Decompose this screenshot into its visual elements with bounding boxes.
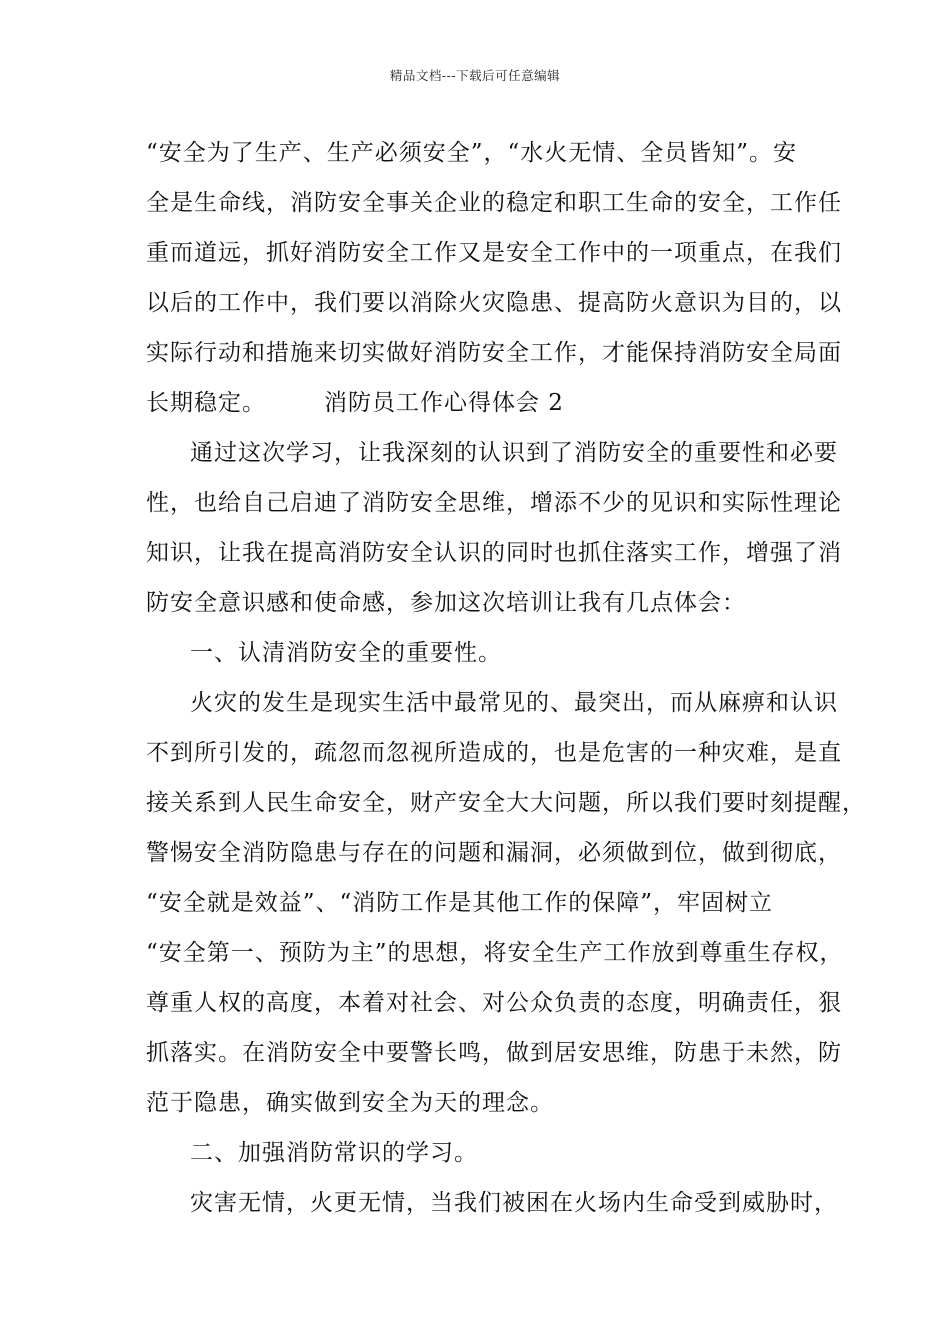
text-line: 接关系到人民生命安全，财产安全大大问题，所以我们要时刻提醒， <box>146 790 866 816</box>
section-heading: 消防员工作心得体会 2 <box>324 390 564 416</box>
text-line: 重而道远，抓好消防安全工作又是安全工作中的一项重点，在我们 <box>146 240 842 266</box>
text-line-with-heading <box>146 388 564 418</box>
text-line: 一、认清消防安全的重要性。 <box>190 640 502 666</box>
text-line: 以后的工作中，我们要以消除火灾隐患、提高防火意识为目的，以 <box>146 290 842 316</box>
text-line: 通过这次学习，让我深刻的认识到了消防安全的重要性和必要 <box>190 440 838 466</box>
text-line: 知识，让我在提高消防安全认识的同时也抓住落实工作，增强了消 <box>146 540 842 566</box>
text-line: 防安全意识感和使命感，参加这次培训让我有几点体会： <box>146 590 746 616</box>
text-line: 尊重人权的高度，本着对社会、对公众负责的态度，明确责任，狠 <box>146 990 842 1016</box>
text-line: “安全就是效益”、“消防工作是其他工作的保障”，牢固树立 <box>146 890 774 916</box>
text-line: 长期稳定。 <box>146 390 266 416</box>
text-line: “安全第一、预防为主”的思想，将安全生产工作放到尊重生存权， <box>146 940 844 966</box>
text-line: 二、加强消防常识的学习。 <box>190 1140 478 1166</box>
text-line: 全是生命线，消防安全事关企业的稳定和职工生命的安全，工作任 <box>146 190 842 216</box>
text-line: 性，也给自己启迪了消防安全思维，增添不少的见识和实际性理论 <box>146 490 842 516</box>
text-line: 抓落实。在消防安全中要警长鸣，做到居安思维，防患于未然，防 <box>146 1040 842 1066</box>
text-line: 灾害无情，火更无情，当我们被困在火场内生命受到威胁时， <box>190 1190 838 1216</box>
text-line: “安全为了生产、生产必须安全”，“水火无情、全员皆知”。安 <box>146 140 798 166</box>
text-line: 范于隐患，确实做到安全为天的理念。 <box>146 1090 554 1116</box>
text-line: 实际行动和措施来切实做好消防安全工作，才能保持消防安全局面 <box>146 340 842 366</box>
page-header: 精品文档---下载后可任意编辑 <box>389 68 561 83</box>
text-line: 火灾的发生是现实生活中最常见的、最突出，而从麻痹和认识 <box>190 690 838 716</box>
text-line: 警惕安全消防隐患与存在的问题和漏洞，必须做到位，做到彻底， <box>146 840 842 866</box>
text-line: 不到所引发的，疏忽而忽视所造成的，也是危害的一种灾难，是直 <box>146 740 842 766</box>
